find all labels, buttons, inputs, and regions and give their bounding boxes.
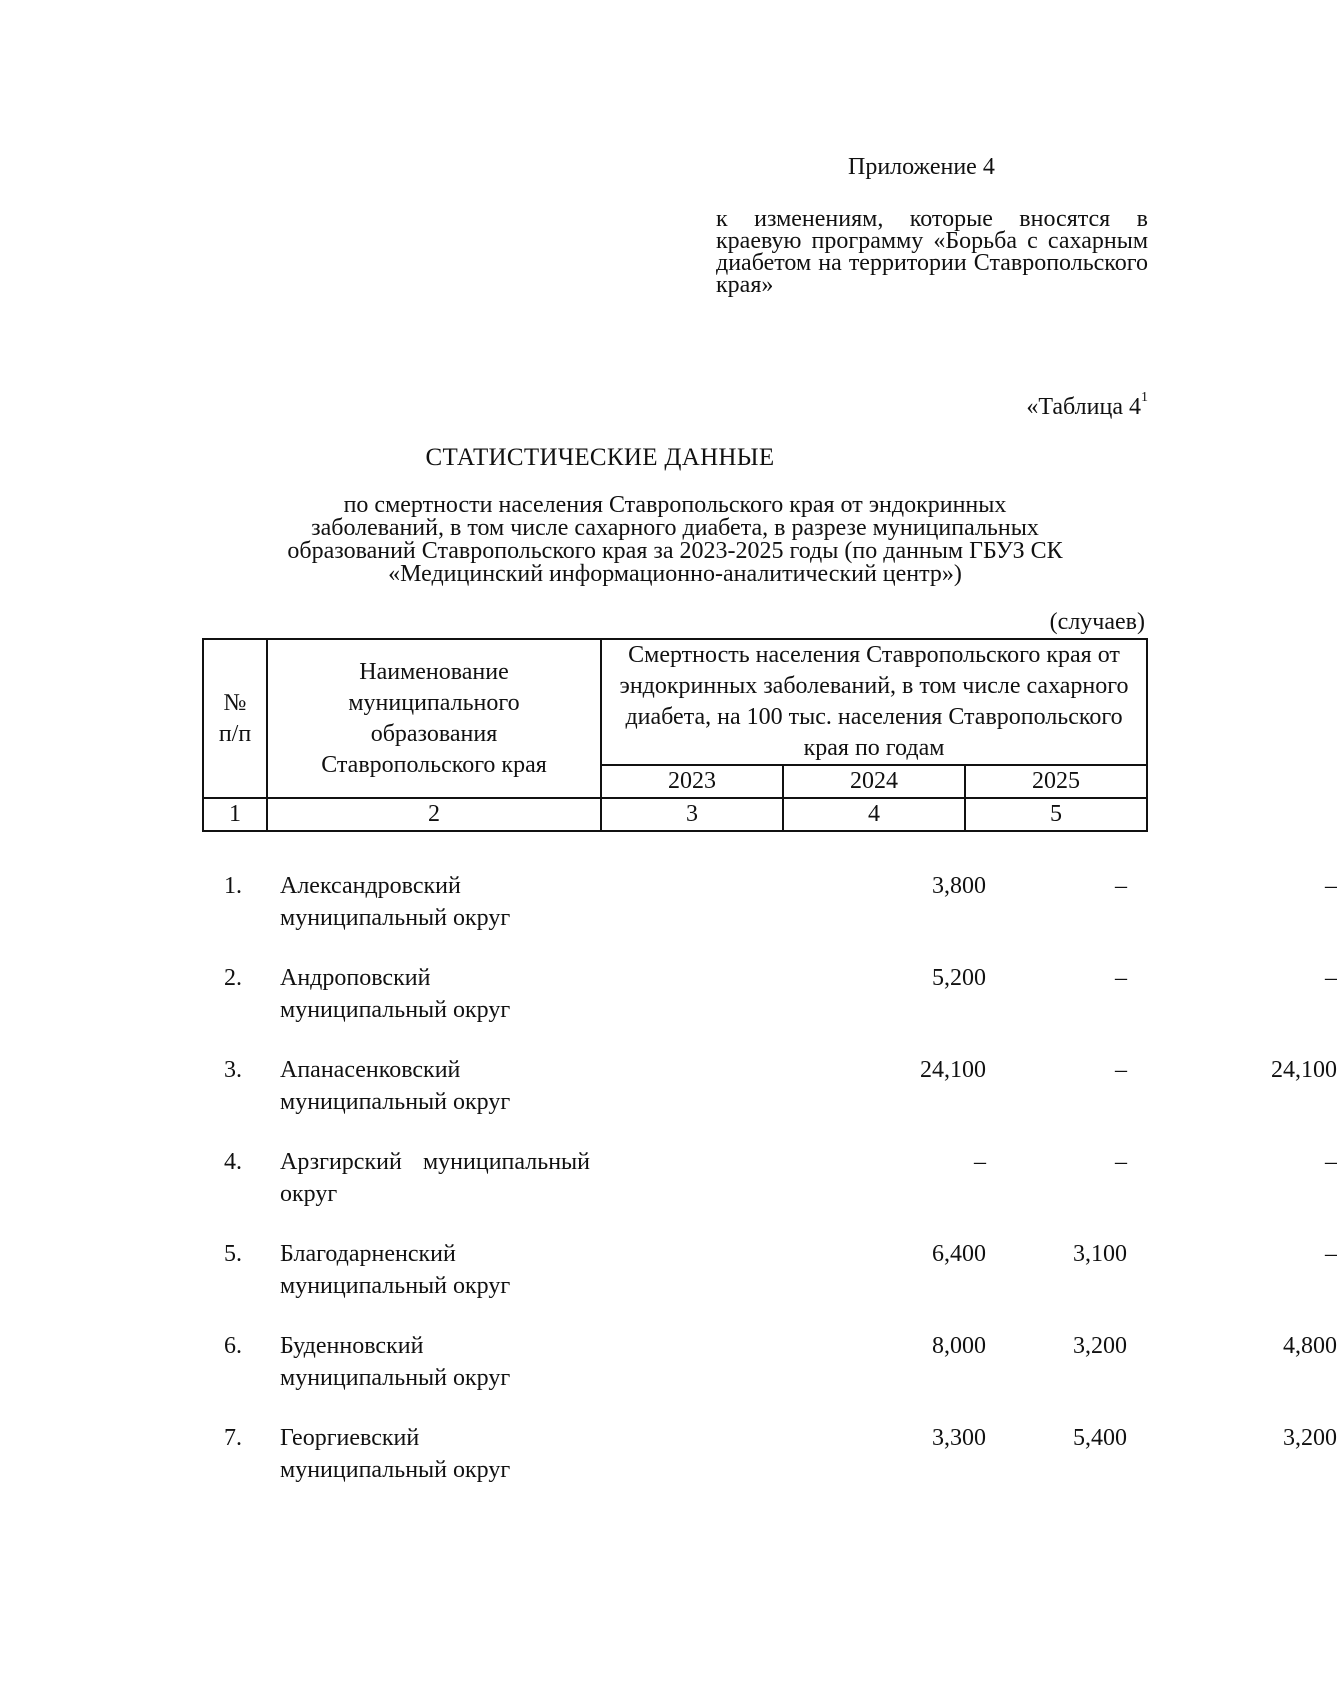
- value-2023: 24,100: [920, 1057, 986, 1083]
- table-row: [202, 870, 1337, 962]
- row-name: Буденновский муниципальный округ: [280, 1333, 511, 1391]
- table-row: [202, 1146, 1337, 1238]
- row-name: Андроповский муниципальный округ: [280, 965, 511, 1023]
- units-label: (случаев): [1049, 609, 1145, 635]
- value-2023: 5,200: [932, 965, 986, 991]
- row-name: Апанасенковский муниципальный округ: [280, 1057, 511, 1115]
- value-2025: 3,200: [1283, 1425, 1337, 1451]
- subtitle-line: по смертности населения Ставропольского края от эндокринных: [343, 492, 1007, 518]
- row-number: 6.: [224, 1333, 242, 1359]
- column-number: 2: [267, 798, 601, 831]
- column-number: 5: [965, 798, 1147, 831]
- row-name: Александровский муниципальный округ: [280, 873, 511, 931]
- row-number: 1.: [224, 873, 242, 899]
- row-name: Георгиевский муниципальный округ: [280, 1425, 511, 1483]
- value-2024: –: [1115, 1057, 1127, 1083]
- value-2023: –: [974, 1149, 986, 1175]
- value-2025: –: [1325, 1149, 1337, 1175]
- table-row: [202, 1330, 1337, 1422]
- value-2025: 4,800: [1283, 1333, 1337, 1359]
- value-2024: 3,200: [1073, 1333, 1127, 1359]
- statistics-table-header: [202, 638, 1148, 832]
- table-reference-label: «Таблица 4: [1026, 394, 1141, 420]
- value-2024: –: [1115, 965, 1127, 991]
- table-reference-superscript: 1: [1141, 390, 1148, 405]
- column-number: 3: [601, 798, 783, 831]
- table-row: [202, 1054, 1337, 1146]
- table-row: [202, 1422, 1337, 1514]
- subtitle-line: заболеваний, в том числе сахарного диабета, в разрезе муниципальных: [311, 515, 1039, 541]
- header-year: 2024: [783, 765, 965, 798]
- row-name: Арзгирский муниципальный округ: [280, 1149, 590, 1207]
- header-name: Наименование муниципального образования Ставропольского края: [267, 639, 601, 798]
- value-2024: –: [1115, 873, 1127, 899]
- column-number: 1: [203, 798, 267, 831]
- appendix-title: Приложение 4: [848, 154, 995, 180]
- header-num: № п/п: [203, 639, 267, 798]
- value-2024: 3,100: [1073, 1241, 1127, 1267]
- row-number: 3.: [224, 1057, 242, 1083]
- row-number: 5.: [224, 1241, 242, 1267]
- value-2024: –: [1115, 1149, 1127, 1175]
- table-row: [202, 1238, 1337, 1330]
- header-year: 2025: [965, 765, 1147, 798]
- value-2025: 24,100: [1271, 1057, 1337, 1083]
- document-subtitle: [205, 494, 1145, 586]
- value-2025: –: [1325, 1241, 1337, 1267]
- column-number: 4: [783, 798, 965, 831]
- table-reference: [1026, 390, 1148, 421]
- value-2024: 5,400: [1073, 1425, 1127, 1451]
- row-number: 7.: [224, 1425, 242, 1451]
- value-2025: –: [1325, 965, 1337, 991]
- value-2023: 8,000: [932, 1333, 986, 1359]
- row-number: 4.: [224, 1149, 242, 1175]
- value-2023: 3,300: [932, 1425, 986, 1451]
- value-2023: 6,400: [932, 1241, 986, 1267]
- document-title: СТАТИСТИЧЕСКИЕ ДАННЫЕ: [425, 444, 775, 471]
- table-row: [202, 962, 1337, 1054]
- header-year: 2023: [601, 765, 783, 798]
- subtitle-line: «Медицинский информационно-аналитический центр»): [388, 561, 962, 587]
- table-body: [202, 870, 1337, 1514]
- subtitle-line: образований Ставропольского края за 2023-2025 годы (по данным ГБУЗ СК: [287, 538, 1063, 564]
- value-2023: 3,800: [932, 873, 986, 899]
- value-2025: –: [1325, 873, 1337, 899]
- row-name: Благодарненский муниципальный округ: [280, 1241, 511, 1299]
- row-number: 2.: [224, 965, 242, 991]
- appendix-text: к изменениям, которые вносятся в краевую программу «Борьба с сахарным диабетом на территории Ставропольского края»: [716, 206, 1148, 298]
- header-group: Смертность населения Ставропольского края от эндокринных заболеваний, в том числе сахарного диабета, на 100 тыс. населения Ставропольского края по годам: [601, 639, 1147, 765]
